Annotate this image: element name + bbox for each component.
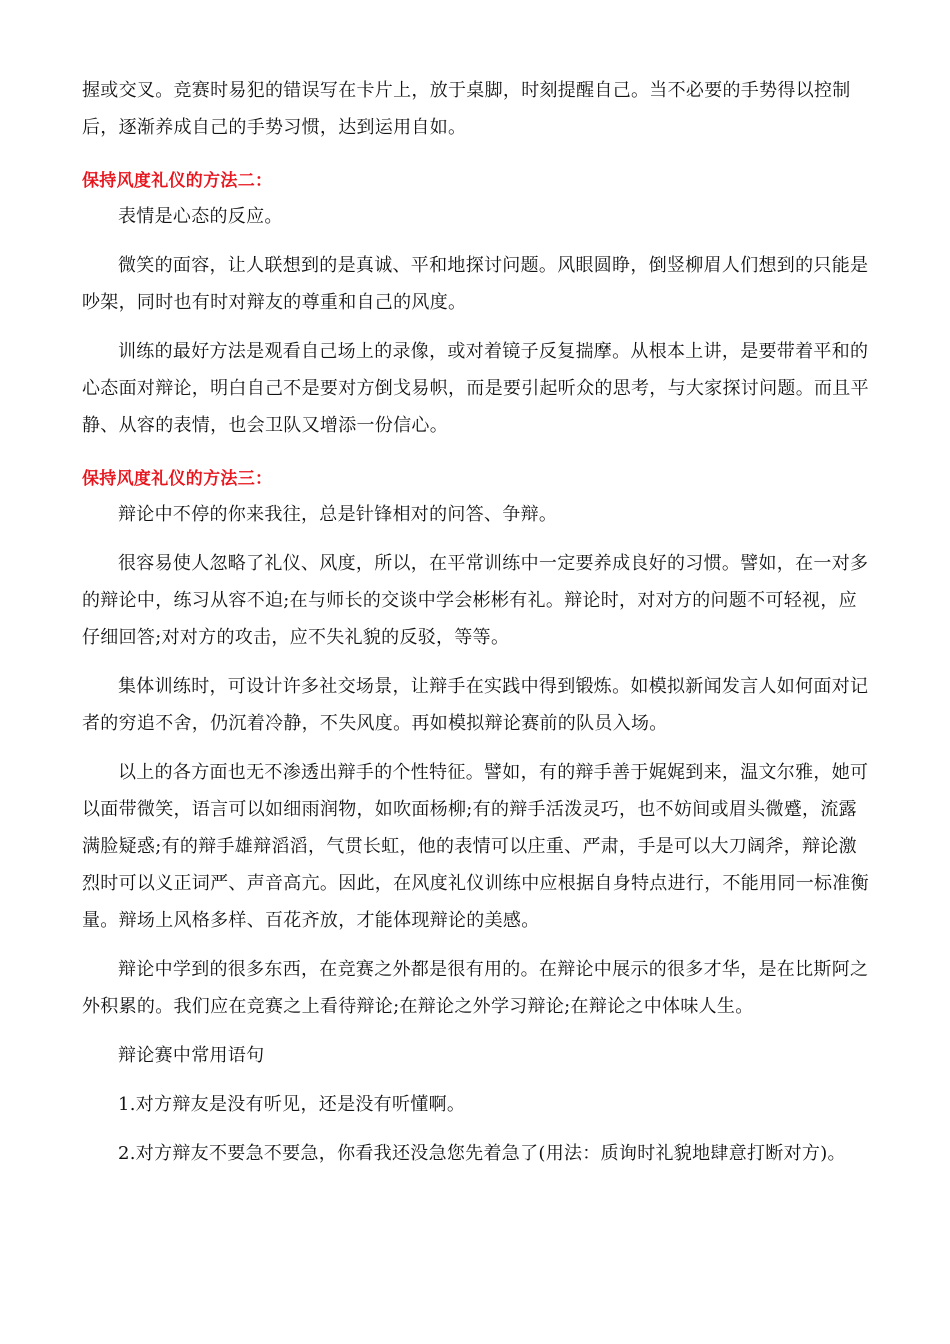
- paragraph-personality: 以上的各方面也无不渗透出辩手的个性特征。譬如，有的辩手善于娓娓到来，温文尔雅，她可以面带微笑，语言可以如细雨润物，如吹面杨柳;有的辩手活泼灵巧，也不妨间或眉头微蹙，流露满脸疑惑;有的辩手雄辩滔滔，气贯长虹，他的表情可以庄重、严肃，手是可以大刀阔斧，辩论激烈时可以义正词严、声音高亢。因此，在风度礼仪训练中应根据自身特点进行，不能用同一标准衡量。辩场上风格多样、百花齐放，才能体现辩论的美感。: [82, 762, 869, 931]
- paragraph-expression-intro: 表情是心态的反应。: [118, 206, 283, 227]
- heading-method-three: 保持风度礼仪的方法三：: [82, 469, 273, 489]
- list-item-phrase-1: 1.对方辩友是没有听见，还是没有听懂啊。: [118, 1094, 466, 1115]
- paragraph-etiquette-habits: 很容易使人忽略了礼仪、风度，所以，在平常训练中一定要养成良好的习惯。譬如，在一对多的辩论中，练习从容不迫;在与师长的交谈中学会彬彬有礼。辩论时，对对方的问题不可轻视，应仔细回答;对对方的攻击，应不失礼貌的反驳，等等。: [82, 553, 869, 648]
- paragraph-smile: 微笑的面容，让人联想到的是真诚、平和地探讨问题。风眼圆睁，倒竖柳眉人们想到的只能是吵架，同时也有时对辩友的尊重和自己的风度。: [82, 255, 869, 313]
- paragraph-group-training: 集体训练时，可设计许多社交场景，让辩手在实践中得到锻炼。如模拟新闻发言人如何面对记者的穷追不舍，仍沉着冷静，不失风度。再如模拟辩论赛前的队员入场。: [82, 676, 869, 734]
- heading-method-two: 保持风度礼仪的方法二：: [82, 171, 273, 191]
- list-item-phrase-2: 2.对方辩友不要急不要急，你看我还没急您先着急了(用法：质询时礼貌地肆意打断对方)。: [118, 1143, 846, 1164]
- paragraph-beyond-competition: 辩论中学到的很多东西，在竞赛之外都是很有用的。在辩论中展示的很多才华，是在比斯阿之外积累的。我们应在竞赛之上看待辩论;在辩论之外学习辩论;在辩论之中体味人生。: [82, 959, 869, 1017]
- document-page: [82, 72, 872, 1172]
- paragraph-debate-exchange: 辩论中不停的你来我往，总是针锋相对的问答、争辩。: [118, 504, 558, 525]
- paragraph-training-method: 训练的最好方法是观看自己场上的录像，或对着镜子反复揣摩。从根本上讲，是要带着平和的心态面对辩论，明白自己不是要对方倒戈易帜，而是要引起听众的思考，与大家探讨问题。而且平静、从容的表情，也会卫队又增添一份信心。: [82, 341, 869, 436]
- paragraph-gesture-continued: 握或交叉。竞赛时易犯的错误写在卡片上，放于桌脚，时刻提醒自己。当不必要的手势得以控制后，逐渐养成自己的手势习惯，达到运用自如。: [82, 80, 851, 138]
- section-title-common-phrases: 辩论赛中常用语句: [118, 1045, 265, 1066]
